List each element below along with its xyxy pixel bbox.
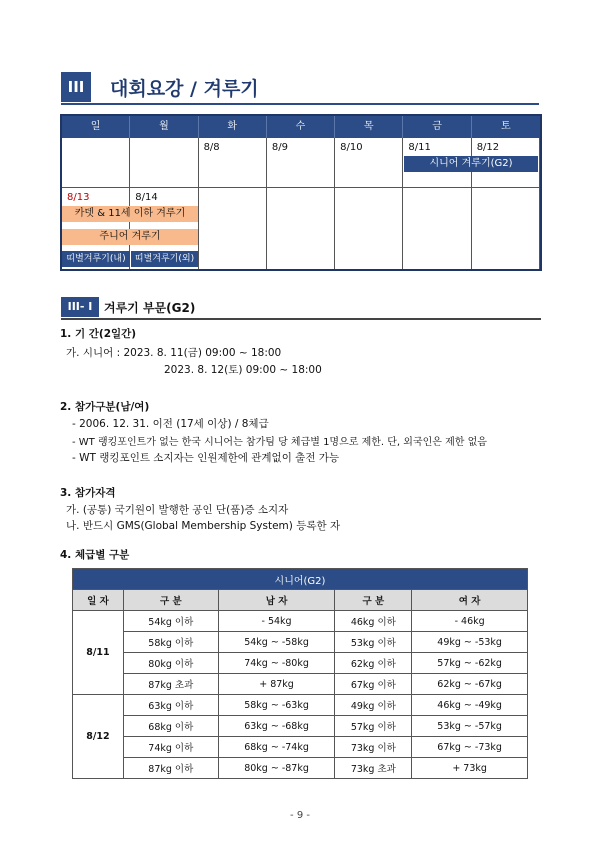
division-ranking-holders: - WT 랭킹포인트 소지자는 인원제한에 관계없이 출전 가능 bbox=[72, 452, 340, 464]
weight-class-heading: 4. 체급별 구분 bbox=[60, 549, 130, 561]
period-senior-day2: 2023. 8. 12(토) 09:00 ~ 18:00 bbox=[164, 364, 322, 376]
table-cell: 49kg 이하 bbox=[335, 695, 412, 716]
calendar-cell bbox=[267, 188, 335, 269]
chapter-title: 대회요강 / 겨루기 bbox=[110, 78, 259, 100]
table-cell: 53kg ~ -57kg bbox=[412, 716, 528, 737]
event-cadet-sparring: 카뎃 & 11세 이하 겨루기 bbox=[62, 206, 198, 222]
event-senior-sparring: 시니어 겨루기(G2) bbox=[404, 156, 538, 172]
table-cell: 63kg ~ -68kg bbox=[218, 716, 335, 737]
section-divider bbox=[61, 318, 541, 320]
division-age-rule: - 2006. 12. 31. 이전 (17세 이상) / 8체급 bbox=[72, 418, 269, 430]
weekday-tue: 화 bbox=[199, 116, 267, 138]
table-cell: 73kg 초과 bbox=[335, 758, 412, 779]
date-cell: 8/11 bbox=[73, 611, 124, 695]
calendar-week-1 bbox=[62, 138, 540, 188]
table-cell: 46kg 이하 bbox=[335, 611, 412, 632]
calendar-date: 8/13 bbox=[67, 192, 90, 203]
calendar-cell bbox=[62, 138, 130, 187]
weekday-wed: 수 bbox=[267, 116, 335, 138]
section-title: 겨루기 부문(G2) bbox=[104, 301, 196, 315]
table-cell: - 54kg bbox=[218, 611, 335, 632]
date-cell: 8/12 bbox=[73, 695, 124, 779]
table-cell: 54kg 이하 bbox=[123, 611, 218, 632]
calendar-cell bbox=[403, 188, 471, 269]
calendar-cell bbox=[199, 138, 267, 187]
table-cell: + 87kg bbox=[218, 674, 335, 695]
calendar-date: 8/14 bbox=[135, 192, 158, 203]
weight-class-table bbox=[72, 568, 528, 779]
qualification-certificate: 가. (공통) 국기원이 발행한 공인 단(품)증 소지자 bbox=[66, 504, 289, 516]
eligibility-division-heading: 2. 참가구분(남/여) bbox=[60, 401, 150, 413]
table-row bbox=[73, 716, 528, 737]
calendar-cell bbox=[335, 138, 403, 187]
table-cell: - 46kg bbox=[412, 611, 528, 632]
weekday-mon: 월 bbox=[130, 116, 198, 138]
event-calendar bbox=[60, 114, 542, 271]
division-ranking-limit: - WT 랭킹포인트가 없는 한국 시니어는 참가팀 당 체급별 1명으로 제한. 단, 외국인은 제한 없음 bbox=[72, 437, 487, 448]
table-cell: + 73kg bbox=[412, 758, 528, 779]
weekday-sat: 토 bbox=[500, 121, 511, 132]
table-cell: 80kg ~ -87kg bbox=[218, 758, 335, 779]
event-team-sparring-out: 띠별겨루기(외) bbox=[131, 251, 198, 267]
calendar-cell bbox=[267, 138, 335, 187]
calendar-cell bbox=[472, 188, 540, 269]
table-cell: 67kg ~ -73kg bbox=[412, 737, 528, 758]
calendar-date: 8/9 bbox=[271, 142, 288, 153]
table-row bbox=[73, 758, 528, 779]
period-senior-day1: 가. 시니어 : 2023. 8. 11(금) 09:00 ~ 18:00 bbox=[66, 347, 282, 359]
period-heading: 1. 기 간(2일간) bbox=[60, 328, 137, 340]
table-cell: 53kg 이하 bbox=[335, 632, 412, 653]
table-cell: 58kg ~ -63kg bbox=[218, 695, 335, 716]
table-cell: 68kg 이하 bbox=[123, 716, 218, 737]
column-header: 일 자 bbox=[73, 590, 124, 611]
table-cell: 62kg 이하 bbox=[335, 653, 412, 674]
table-row bbox=[73, 695, 528, 716]
qualification-gms: 나. 반드시 GMS(Global Membership System) 등록한 자 bbox=[66, 520, 341, 532]
table-row bbox=[73, 611, 528, 632]
table-cell: 58kg 이하 bbox=[123, 632, 218, 653]
table-cell: 57kg ~ -62kg bbox=[412, 653, 528, 674]
table-cell: 87kg 이하 bbox=[123, 758, 218, 779]
table-cell: 73kg 이하 bbox=[335, 737, 412, 758]
calendar-date: 8/11 bbox=[408, 142, 431, 153]
table-cell: 74kg ~ -80kg bbox=[218, 653, 335, 674]
weekday-thu: 목 bbox=[335, 116, 403, 138]
table-cell: 87kg 초과 bbox=[123, 674, 218, 695]
table-caption-row bbox=[73, 569, 528, 590]
calendar-week-2 bbox=[62, 188, 540, 269]
page-number: - 9 - bbox=[290, 810, 310, 821]
calendar-cell bbox=[335, 188, 403, 269]
chapter-number: III bbox=[61, 72, 91, 102]
column-header: 구 분 bbox=[123, 590, 218, 611]
weekday-sun: 일 bbox=[62, 116, 130, 138]
table-cell: 68kg ~ -74kg bbox=[218, 737, 335, 758]
table-row bbox=[73, 632, 528, 653]
event-junior-sparring: 주니어 겨루기 bbox=[62, 229, 198, 245]
table-row bbox=[73, 674, 528, 695]
calendar-weekday-header bbox=[62, 116, 540, 138]
table-cell: 54kg ~ -58kg bbox=[218, 632, 335, 653]
table-cell: 57kg 이하 bbox=[335, 716, 412, 737]
calendar-date: 8/10 bbox=[340, 142, 363, 153]
calendar-cell bbox=[199, 188, 267, 269]
table-cell: 62kg ~ -67kg bbox=[412, 674, 528, 695]
calendar-cell bbox=[130, 138, 198, 187]
section-number: III- I bbox=[61, 297, 99, 317]
table-row bbox=[73, 653, 528, 674]
column-header: 여 자 bbox=[412, 590, 528, 611]
table-cell: 74kg 이하 bbox=[123, 737, 218, 758]
chapter-divider bbox=[61, 103, 539, 105]
table-row bbox=[73, 737, 528, 758]
table-cell: 49kg ~ -53kg bbox=[412, 632, 528, 653]
table-cell: 63kg 이하 bbox=[123, 695, 218, 716]
column-header: 구 분 bbox=[335, 590, 412, 611]
table-cell: 80kg 이하 bbox=[123, 653, 218, 674]
column-header: 남 자 bbox=[218, 590, 335, 611]
calendar-date: 8/8 bbox=[203, 142, 220, 153]
qualification-heading: 3. 참가자격 bbox=[60, 487, 116, 499]
weekday-fri: 금 bbox=[403, 116, 471, 138]
table-cell: 67kg 이하 bbox=[335, 674, 412, 695]
event-team-sparring-in: 띠별겨루기(내) bbox=[62, 251, 130, 267]
calendar-date: 8/12 bbox=[476, 142, 500, 153]
table-cell: 46kg ~ -49kg bbox=[412, 695, 528, 716]
table-header-row bbox=[73, 590, 528, 611]
table-caption: 시니어(G2) bbox=[73, 569, 528, 590]
